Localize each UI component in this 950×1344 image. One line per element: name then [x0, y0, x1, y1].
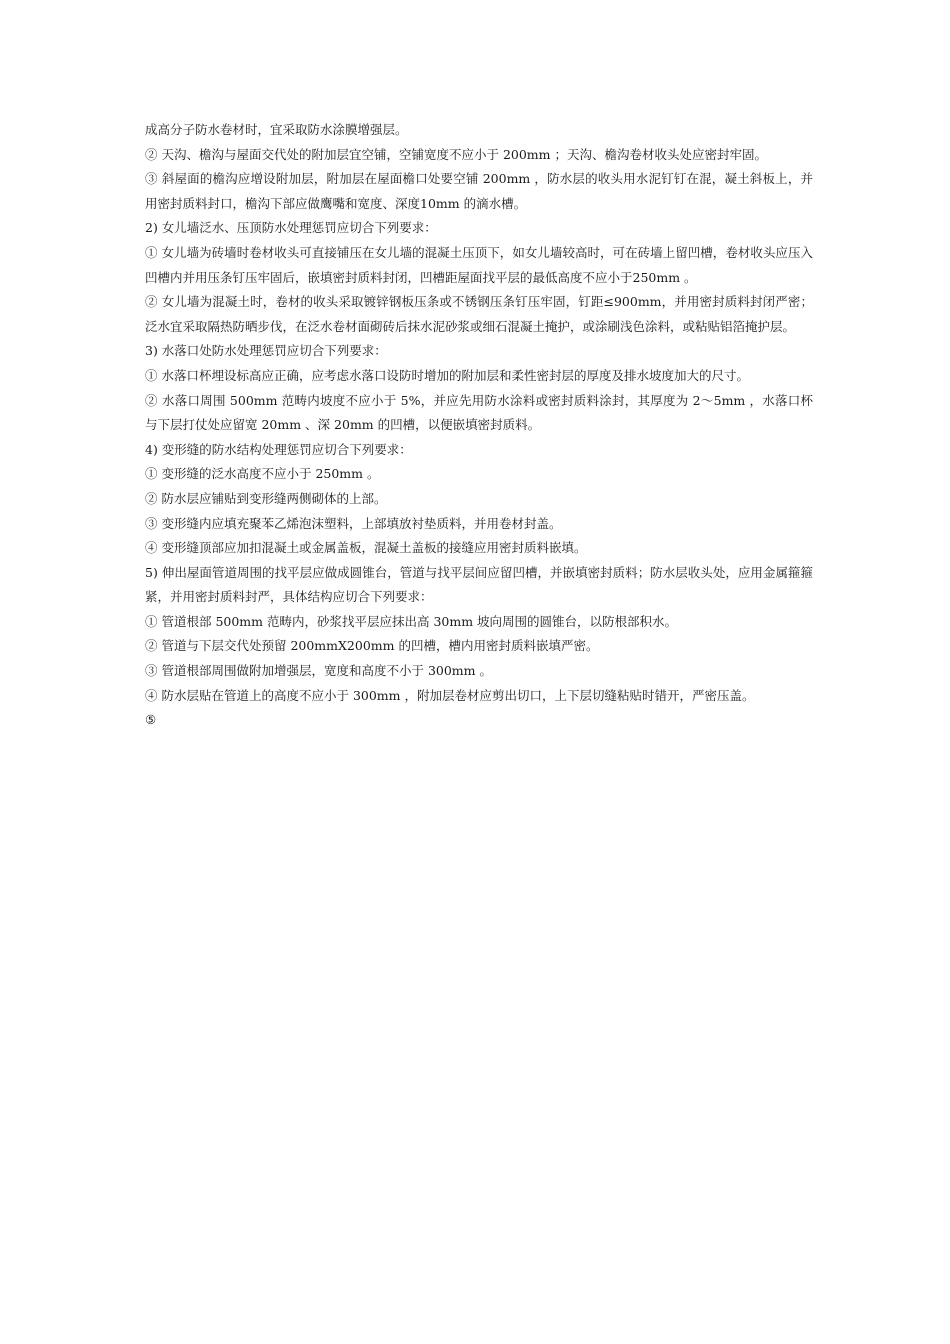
paragraph-18: ③ 管道根部周围做附加增强层，宽度和高度不小于 300mm 。	[145, 663, 492, 679]
document-body	[145, 118, 813, 733]
section-heading-4: 4) 变形缝的防水结构处理惩罚应切合下列要求：	[145, 441, 412, 457]
section-heading-3: 3) 水落口处防水处理惩罚应切合下列要求：	[145, 343, 387, 359]
paragraph-5: ① 女儿墙为砖墙时卷材收头可直接铺压在女儿墙的混凝土压顶下，如女儿墙较高时，可在砖墙上留凹槽，卷材收头应压入凹槽内并用压条钉压牢固后，嵌填密封质料封闭，凹槽距屋面找平层的最低高度不应小于250mm 。	[145, 244, 813, 285]
paragraph-9: ② 水落口周围 500mm 范畴内坡度不应小于 5%，并应先用防水涂料或密封质料涂封，其厚度为 2～5mm ，水落口杯与下层打仗处应留宽 20mm 、深 20mm 的凹槽，以便嵌填密封质料。	[145, 392, 813, 433]
paragraph-3: ③ 斜屋面的檐沟应增设附加层，附加层在屋面檐口处要空铺 200mm ，防水层的收头用水泥钉钉在混，凝土斜板上，并用密封质料封口，檐沟下部应做鹰嘴和宽度、深度10mm 的滴水槽。	[145, 171, 813, 211]
paragraph-11: ① 变形缝的泛水高度不应小于 250mm 。	[145, 466, 380, 482]
paragraph-20: ⑤	[145, 712, 157, 728]
paragraph-6: ② 女儿墙为混凝土时，卷材的收头采取镀锌钢板压条或不锈钢压条钉压牢固，钉距≤900mm，并用密封质料封闭严密；泛水宜采取隔热防晒步伐，在泛水卷材面砌砖后抹水泥砂浆或细石混凝土掩护，或涂刷浅色涂料，或粘贴铝箔掩护层。	[145, 294, 813, 334]
section-heading-2: 2) 女儿墙泛水、压顶防水处理惩罚应切合下列要求：	[145, 220, 437, 236]
paragraph-8: ① 水落口杯埋设标高应正确，应考虑水落口设防时增加的附加层和柔性密封层的厚度及排水坡度加大的尺寸。	[145, 367, 749, 383]
paragraph-14: ④ 变形缝顶部应加扣混凝土或金属盖板，混凝土盖板的接缝应用密封质料嵌填。	[145, 540, 587, 556]
paragraph-13: ③ 变形缝内应填充聚苯乙烯泡沫塑料，上部填放衬垫质料，并用卷材封盖。	[145, 515, 562, 531]
paragraph-17: ② 管道与下层交代处预留 200mmX200mm 的凹槽，槽内用密封质料嵌填严密。	[145, 638, 599, 654]
paragraph-19: ④ 防水层贴在管道上的高度不应小于 300mm ，附加层卷材应剪出切口，上下层切缝粘贴时错开，严密压盖。	[145, 687, 755, 703]
paragraph-12: ② 防水层应铺贴到变形缝两侧砌体的上部。	[145, 490, 387, 506]
section-heading-5: 5) 伸出屋面管道周围的找平层应做成圆锥台，管道与找平层间应留凹槽，并嵌填密封质料；防水层收头处，应用金属箍箍紧，并用密封质料封严，具体结构应切合下列要求：	[145, 564, 813, 605]
paragraph-16: ① 管道根部 500mm 范畴内，砂浆找平层应抹出高 30mm 坡向周围的圆锥台，以防根部积水。	[145, 613, 678, 629]
paragraph-1: 成高分子防水卷材时，宜采取防水涂膜增强层。	[145, 122, 408, 137]
paragraph-2: ② 天沟、檐沟与屋面交代处的附加层宜空铺，空铺宽度不应小于 200mm ；天沟、檐沟卷材收头处应密封牢固。	[145, 146, 767, 162]
